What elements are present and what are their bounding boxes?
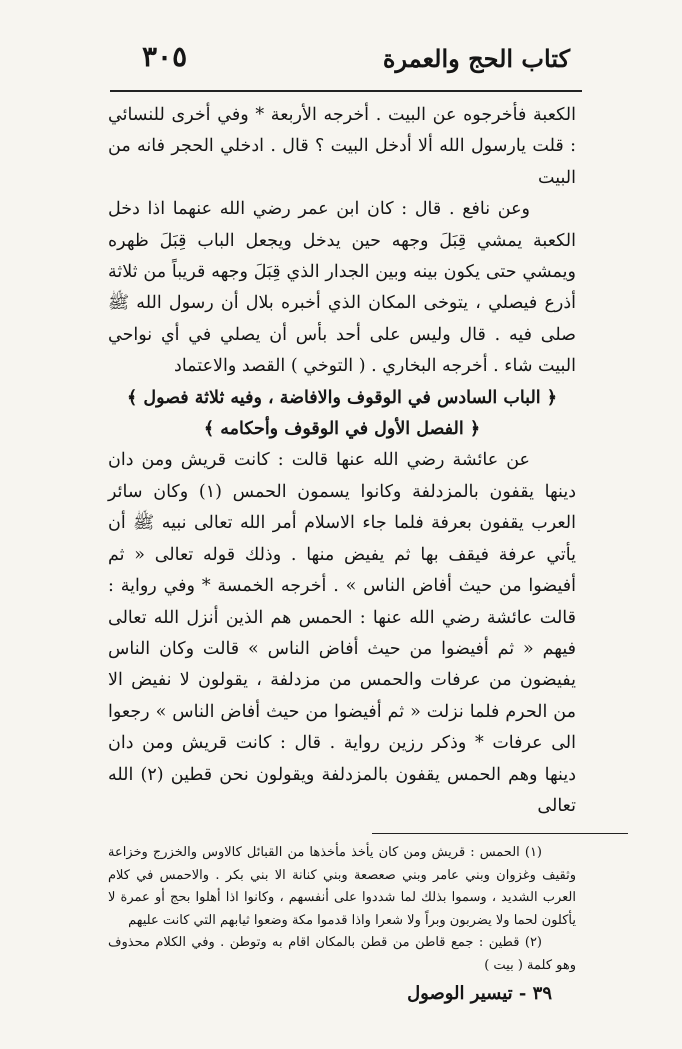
footnotes xyxy=(108,842,576,978)
main-text xyxy=(108,100,576,822)
page-number: ٣٠٥ xyxy=(142,40,188,73)
paragraph-nafi-hadith: وعن نافع . قال : كان ابن عمر رضي الله عنهما اذا دخل الكعبة يمشي قِبَلَ وجهه حين يدخل ويجعل الباب قِبَلَ ظهره ويمشي حتى يكون بينه وبين الجدار الذي قِبَلَ وجهه قريباً من ثلاثة أذرع فيصلي ، يتوخى المكان الذي أخبره بلال أن رسول الله ﷺ صلى فيه . قال وليس على أحد بأس أن يصلي في أي نواحي البيت شاء . أخرجه البخاري . ( التوخي ) القصد والاعتماد xyxy=(108,199,576,377)
page-header xyxy=(142,40,570,73)
paragraph-continuation: الكعبة فأخرجوه عن البيت . أخرجه الأربعة * وفي أخرى للنسائي : قلت يارسول الله ألا أدخل البيت ؟ قال . ادخلي الحجر فانه من البيت xyxy=(108,105,576,188)
printer-signature: ٣٩ - تيسير الوصول xyxy=(407,983,552,1004)
chapter-heading: ﴿ الباب السادس في الوقوف والافاضة ، وفيه ثلاثة فصول ﴾ xyxy=(127,387,557,408)
running-title: كتاب الحج والعمرة xyxy=(382,44,570,73)
section-heading: ﴿ الفصل الأول في الوقوف وأحكامه ﴾ xyxy=(203,419,481,440)
header-divider xyxy=(110,90,582,92)
footnote-1: (١) الحمس : قريش ومن كان يأخذ مأخذها من القبائل كالاوس والخزرج وخزاعة وثقيف وغزوان وبني عامر وبني صعصعة وبني كنانة الا بني بكر . والاحمس في كلام العرب الشديد ، وسموا بذلك لما شددوا على أنفسهم ، وكانوا اذا أهلوا بحج أو عمرة لا يأكلون لحما ولا يضربون وبراً ولا شعرا واذا قدموا مكة وضعوا ثيابهم التي كانت عليهم xyxy=(108,845,576,928)
footnote-divider xyxy=(372,833,628,834)
footnote-2: (٢) قطين : جمع قاطن من قطن بالمكان اقام به وتوطن . وفي الكلام محذوف وهو كلمة ( بيت ) xyxy=(108,935,576,973)
paragraph-aisha-hadith: عن عائشة رضي الله عنها قالت : كانت قريش ومن دان دينها يقفون بالمزدلفة وكانوا يسمون الحمس (١) وكان سائر العرب يقفون بعرفة فلما جاء الاسلام أمر الله تعالى نبيه ﷺ أن يأتي عرفة فيقف بها ثم يفيض منها . وذلك قوله تعالى « ثم أفيضوا من حيث أفاض الناس » . أخرجه الخمسة * وفي رواية : قالت عائشة رضي الله عنها : الحمس هم الذين أنزل الله تعالى فيهم « ثم أفيضوا من حيث أفاض الناس » قالت وكان الناس يفيضون من عرفات والحمس من مزدلفة ، يقولون لا نفيض الا من الحرم فلما نزلت « ثم أفيضوا من حيث أفاض الناس » رجعوا الى عرفات * وذكر رزين رواية . قال : كانت قريش ومن دان دينها وهم الحمس يقفون بالمزدلفة ويقولون نحن قطين (٢) الله تعالى xyxy=(108,450,576,816)
